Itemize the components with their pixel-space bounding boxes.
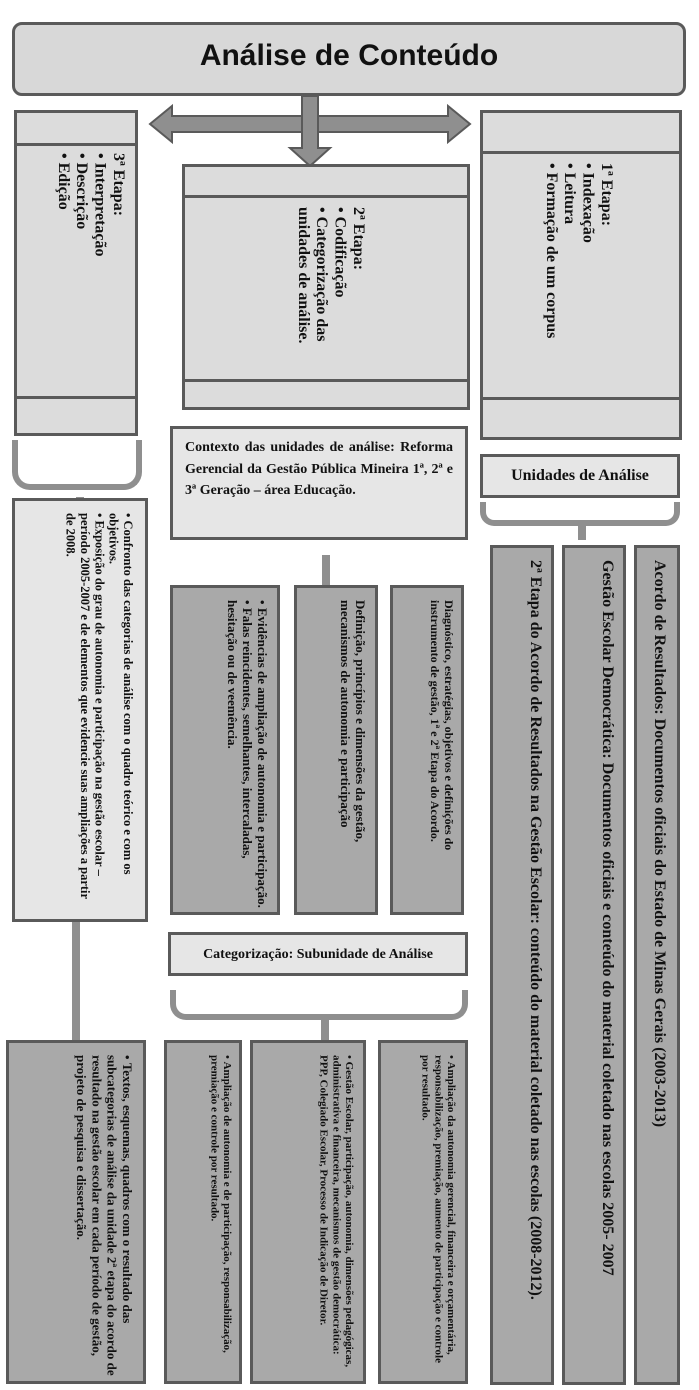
- stage2-heading: 2ª Etapa:: [350, 207, 367, 271]
- subunit-box-2: [250, 1040, 366, 1384]
- stage3-item: • Descrição: [72, 153, 90, 393]
- column-text-3: Acordo de Resultados: Documentos oficiais do Estado de Minas Gerais (2003-2013): [651, 560, 668, 1128]
- context-box: [170, 426, 468, 540]
- results-box: [6, 1040, 146, 1384]
- title-box: [12, 22, 686, 96]
- subunit-item: • Gestão Escolar, participação, autonomia, dimensões pedagógicas, administrativa e financeira, mecanismos de gestão democrática: PPP, Colegiado Escolar, Processo de Indicação de Diretor.: [317, 1055, 355, 1377]
- page-title: Análise de Conteúdo: [199, 39, 499, 72]
- units-label: Unidades de Análise: [511, 467, 649, 484]
- stage3-item: • Interpretação: [90, 153, 108, 393]
- stage1-box: [480, 110, 682, 440]
- results-text: [74, 1055, 135, 1377]
- evidences-item: • Evidências de ampliação de autonomia e participação.: [254, 600, 269, 908]
- subunit-item: • Ampliação de autonomia e de participação, responsabilização, premiação e controle por resultado.: [208, 1055, 233, 1377]
- stage3-box: [14, 110, 138, 436]
- stage1-item: • Indexação: [578, 163, 596, 393]
- brace-units: [480, 502, 680, 526]
- subunit-box-1: [164, 1040, 242, 1384]
- analysis-item: • Confronto das categorias de análise com o quadro teórico e com os objetivos.: [106, 513, 135, 913]
- categorization-label: Categorização: Subunidade de Análise: [203, 947, 433, 962]
- analysis-item: • Exposição do grau de autonomia e participação na gestão escolar – período 2005-2007 e de elementos que evidencie suas ampliações a partir de 2008.: [63, 513, 106, 913]
- column-box-2: [562, 545, 626, 1385]
- column-box-3: [634, 545, 680, 1385]
- subunit-text-3: [419, 1055, 457, 1377]
- stage2-item: • Codificação: [330, 207, 348, 372]
- categorization-box: [168, 932, 468, 976]
- units-label-box: [480, 454, 680, 498]
- definition-box: [294, 585, 378, 915]
- stage2-text: [293, 207, 367, 372]
- stage2-box: [182, 164, 470, 410]
- stage2-item: • Categorização das unidades de análise.: [293, 207, 330, 372]
- column-text-2: Gestão Escolar Democrática: Documentos oficiais e conteúdo do material coletado nas escolas 2005- 2007: [599, 560, 616, 1276]
- evidences-text: [224, 600, 269, 908]
- analysis-box: [12, 498, 148, 922]
- brace-categorization: [170, 990, 468, 1020]
- stage1-item: • Leitura: [560, 163, 578, 393]
- results-item: • Textos, esquemas, quadros com o resultado das subcategorias de análise da unidade 2ª etapa do acordo de resultado na gestão escolar em cada período de gestão, projeto de pesquisa e dissertação.: [74, 1055, 135, 1377]
- evidences-box: [170, 585, 280, 915]
- stage1-item: • Formação de um corpus: [541, 163, 559, 393]
- stage3-item: • Edição: [53, 153, 71, 393]
- subunit-text-2: [317, 1055, 355, 1377]
- context-text: Contexto das unidades de análise: Reforma Gerencial da Gestão Pública Mineira 1ª, 2ª e 3ª Geração – área Educação.: [185, 440, 453, 499]
- column-box-1: [490, 545, 554, 1385]
- subunit-item: • Ampliação da autonomia gerencial, financeira e orçamentária, responsabilização, premiação, aumento de participação e controle por resultado.: [419, 1055, 457, 1377]
- diagnostic-box: [390, 585, 464, 915]
- stage3-text: [53, 153, 127, 393]
- diagnostic-text: Diagnóstico, estratégias, objetivos e definições do instrumento de gestão, 1ª e 2ª Etapa do Acordo.: [428, 600, 456, 851]
- stage3-heading: 3ª Etapa:: [110, 153, 127, 217]
- column-text-1: 2ª Etapa do Acordo de Resultados na Gestão Escolar: conteúdo do material coletado nas escolas (2008-2012).: [527, 560, 544, 1300]
- subunit-text-1: [208, 1055, 233, 1377]
- subunit-box-3: [378, 1040, 468, 1384]
- stage1-heading: 1ª Etapa:: [598, 163, 615, 227]
- definition-text: Definição, princípios e dimensões da gestão, mecanismos de autonomia e participação: [338, 600, 368, 843]
- analysis-text: [63, 513, 135, 913]
- evidences-item: • Falas reincidentes, semelhantes, intercaladas, hesitação ou de veemência.: [224, 600, 254, 908]
- brace-stage3: [12, 440, 142, 490]
- stage1-text: [541, 163, 615, 393]
